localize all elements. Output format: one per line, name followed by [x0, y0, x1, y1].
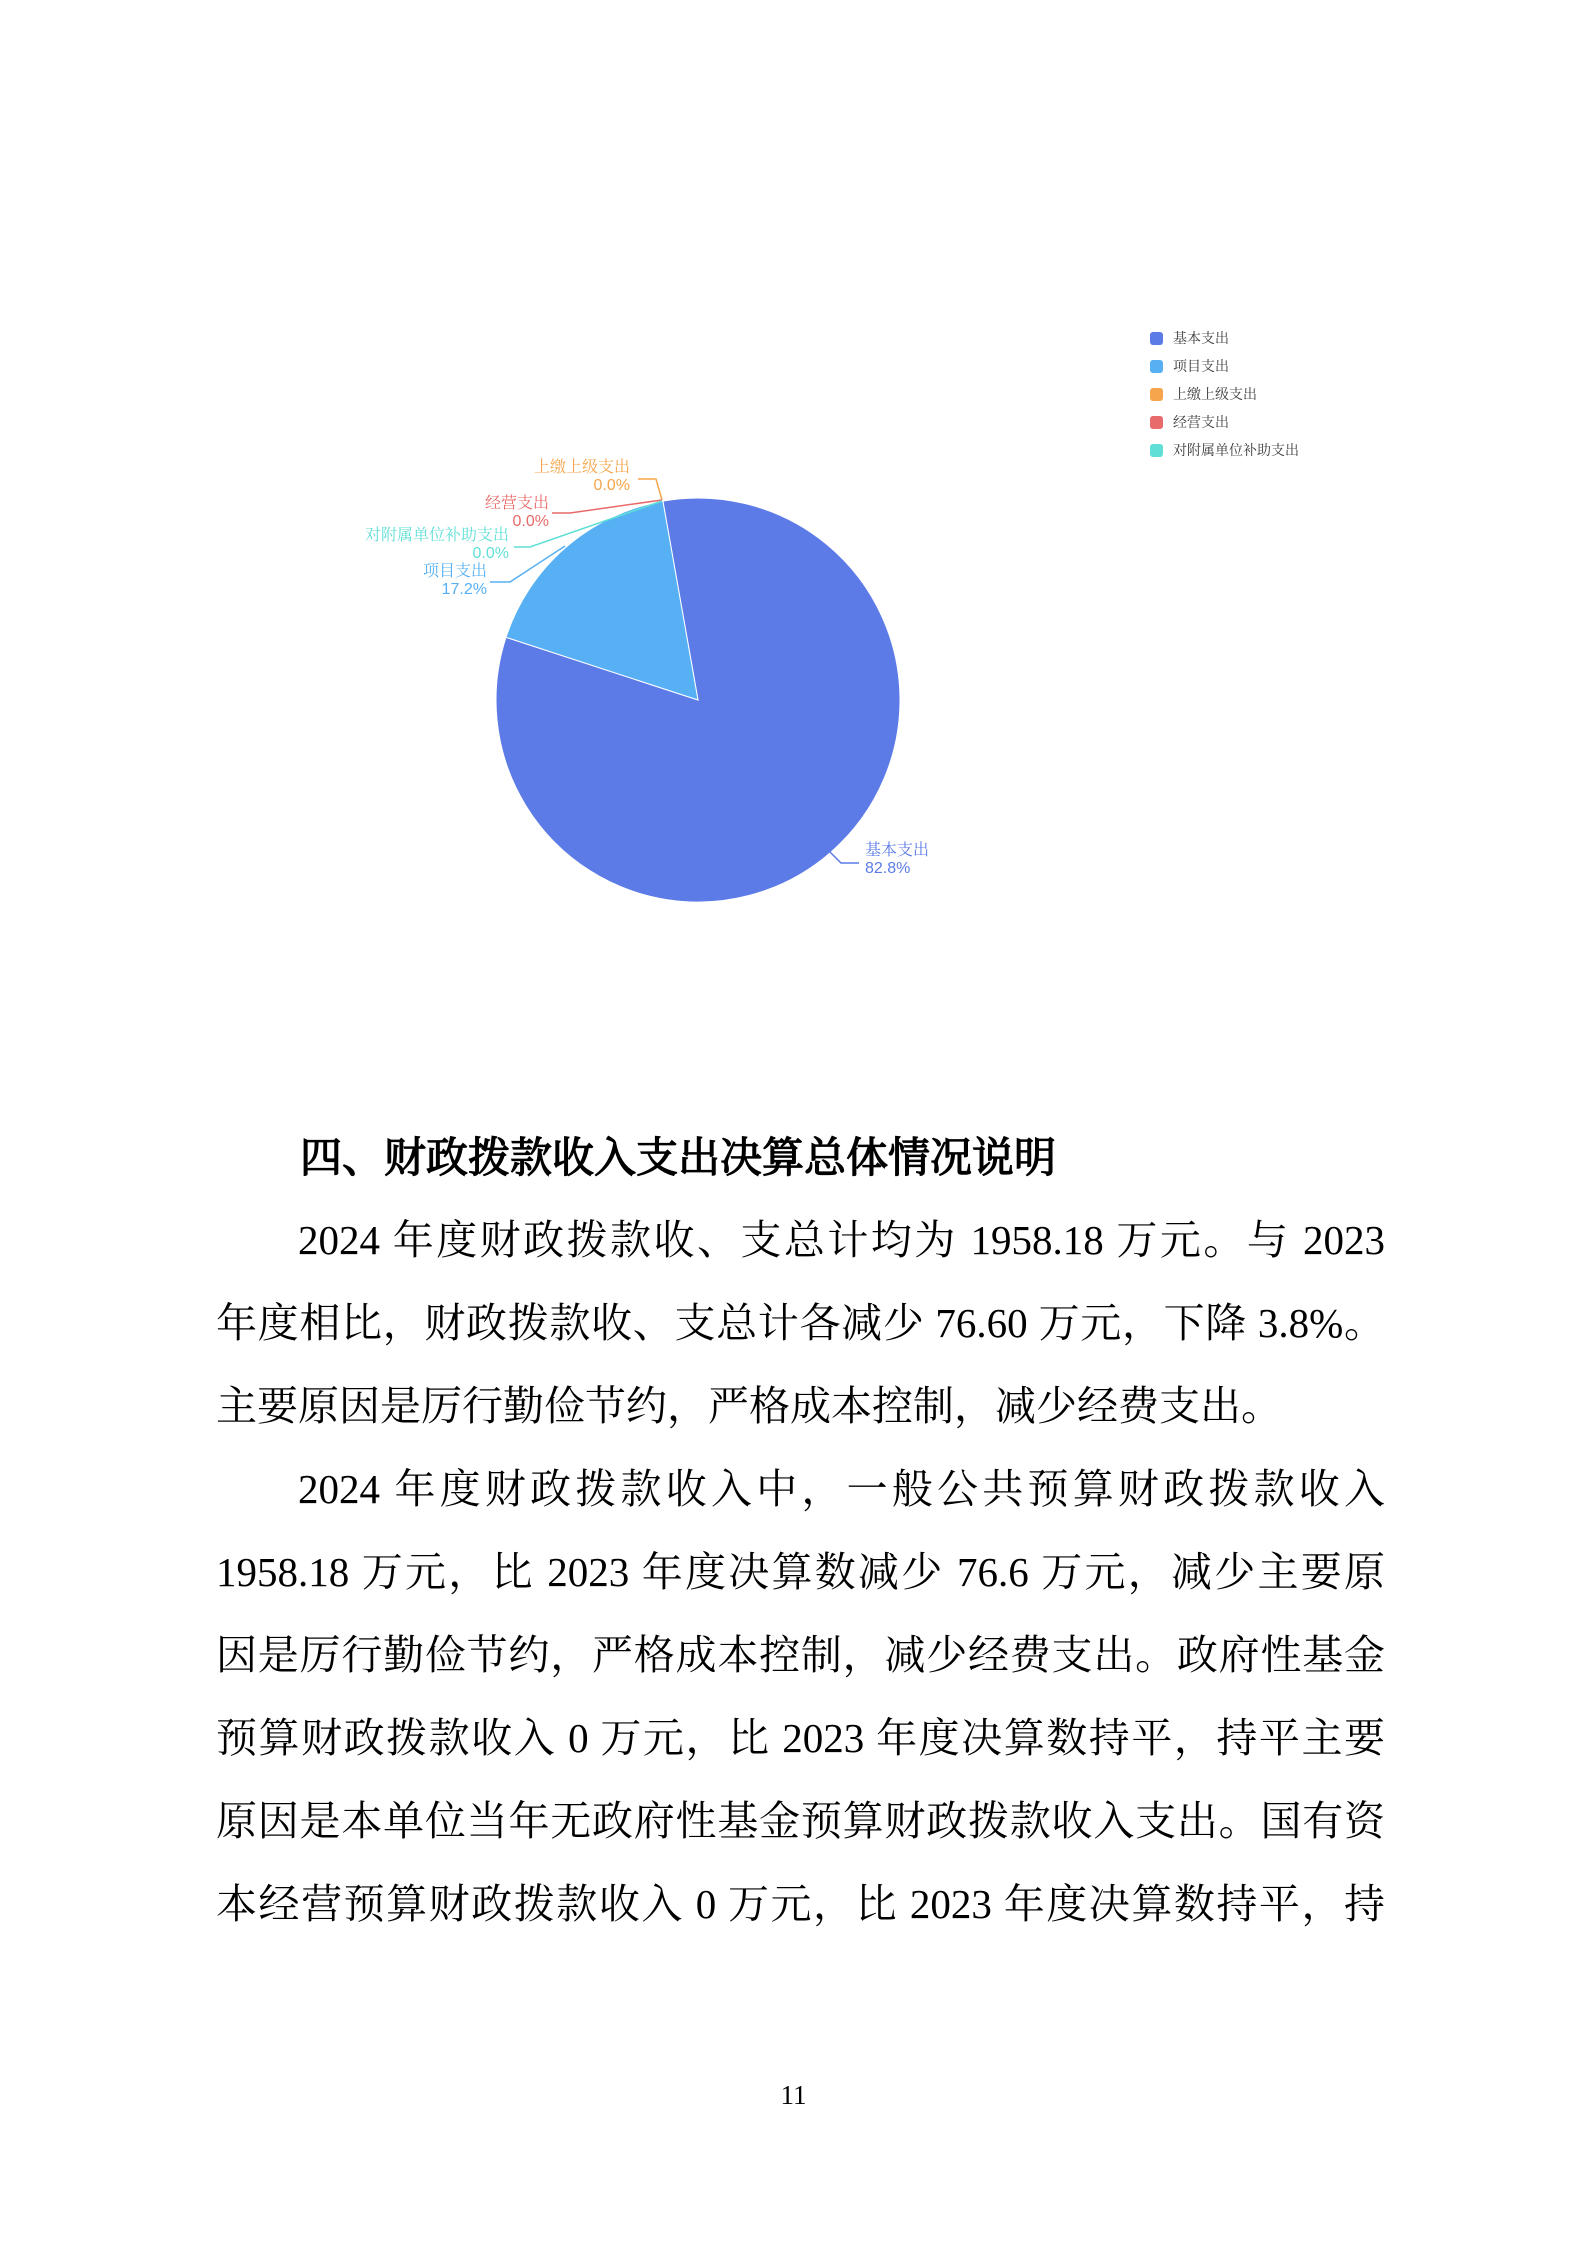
body-line: 年度相比，财政拨款收、支总计各减少 76.60 万元，下降 3.8%。 — [216, 1300, 1385, 1346]
legend-label: 上缴上级支出 — [1173, 386, 1257, 402]
pie-label-percent: 0.0% — [472, 545, 509, 562]
body-line: 1958.18 万元，比 2023 年度决算数减少 76.6 万元，减少主要原 — [216, 1549, 1385, 1595]
legend-swatch-icon — [1150, 332, 1163, 345]
pie-label-project — [423, 563, 487, 599]
body-line: 2024 年度财政拨款收入中，一般公共预算财政拨款收入 — [298, 1466, 1385, 1512]
legend-item-project[interactable] — [1150, 352, 1299, 380]
section-heading: 四、财政拨款收入支出决算总体情况说明 — [300, 1134, 1057, 1181]
pie-label-name: 上缴上级支出 — [533, 459, 630, 476]
legend-item-jingying[interactable] — [1150, 408, 1299, 436]
pie-label-shangjiao — [534, 459, 630, 495]
pie-label-jingying — [485, 495, 549, 531]
pie-label-percent: 17.2% — [441, 581, 487, 598]
pie-label-name: 对附属单位补助支出 — [364, 527, 509, 544]
legend-swatch-icon — [1150, 388, 1163, 401]
legend-label: 对附属单位补助支出 — [1173, 442, 1299, 458]
body-text-block — [216, 1116, 1385, 1946]
legend-item-basic[interactable] — [1150, 324, 1299, 352]
page-number: 11 — [780, 2080, 807, 2110]
body-line: 因是厉行勤俭节约，严格成本控制，减少经费支出。政府性基金 — [216, 1632, 1385, 1678]
legend-label: 基本支出 — [1173, 330, 1229, 346]
body-line: 本经营预算财政拨款收入 0 万元，比 2023 年度决算数持平，持 — [216, 1881, 1385, 1927]
leader-line-shangjiao — [638, 479, 662, 500]
body-line: 预算财政拨款收入 0 万元，比 2023 年度决算数持平，持平主要 — [216, 1715, 1385, 1761]
legend-item-fushu[interactable] — [1150, 436, 1299, 464]
chart-legend — [1150, 324, 1299, 464]
pie-chart — [0, 0, 1587, 1000]
body-line: 2024 年度财政拨款收、支总计均为 1958.18 万元。与 2023 — [298, 1217, 1385, 1263]
legend-label: 项目支出 — [1173, 358, 1229, 374]
legend-label: 经营支出 — [1173, 414, 1229, 430]
pie-label-percent: 82.8% — [865, 860, 911, 877]
pie-label-name: 基本支出 — [865, 842, 930, 859]
legend-swatch-icon — [1150, 416, 1163, 429]
pie-label-fushu — [365, 527, 509, 563]
pie-label-name: 经营支出 — [484, 495, 549, 512]
pie-label-percent: 0.0% — [593, 477, 630, 494]
pie-label-basic — [865, 842, 929, 878]
leader-line-basic — [830, 852, 859, 863]
legend-swatch-icon — [1150, 360, 1163, 373]
legend-item-shangjiao[interactable] — [1150, 380, 1299, 408]
body-line: 原因是本单位当年无政府性基金预算财政拨款收入支出。国有资 — [216, 1798, 1385, 1844]
legend-swatch-icon — [1150, 444, 1163, 457]
body-line: 主要原因是厉行勤俭节约，严格成本控制，减少经费支出。 — [216, 1383, 1282, 1429]
pie-label-percent: 0.0% — [512, 513, 549, 530]
pie-label-name: 项目支出 — [422, 563, 487, 580]
